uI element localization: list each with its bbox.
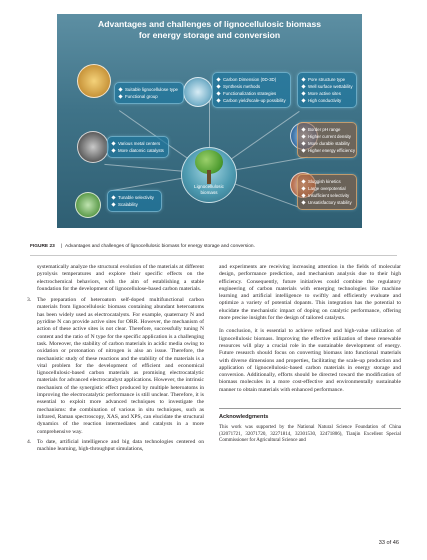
paragraph-continuation: and experiments are receiving increasing attention in the fields of molecular design, performance prediction, and mechanism analysis due to their high efficiency. Consequently, future initiatives could combine the regulatory engineering of carbon materials with emerging technologies like machine learning and artificial intelligence to swiftly and efficiently evaluate and optimize a variety of potential dopants. This integration has the potential to elucidate the mechanistic impact of doping on catalytic performance, offering more precise insights for the design of tailored catalysts.: [219, 264, 401, 322]
diamond-bullet-icon: [301, 91, 305, 95]
list-item-4: [27, 439, 204, 454]
diamond-bullet-icon: [118, 87, 122, 91]
diamond-bullet-icon: [216, 84, 220, 88]
diamond-bullet-icon: [216, 91, 220, 95]
box-item: Synthesis methods: [223, 84, 261, 89]
figure-23-image: [57, 14, 362, 228]
box-item: Unsatisfactory stability: [308, 200, 352, 205]
box-bottom-right: [297, 174, 357, 210]
paragraph-continuation: systematically analyze the structural evolution of the materials at different pyrolysis temperatures and explore their specific effects on the electrochemical behaviors, with the aim of establishing a stable foundation for the development of lignocellulose-based carbon materials.: [37, 264, 204, 292]
box-item: Insufficient selectivity: [308, 193, 350, 198]
center-label-line-2: biomass: [200, 189, 218, 195]
diamond-bullet-icon: [301, 77, 305, 81]
caption-separator: |: [60, 244, 63, 249]
box-item: Tunable selectivity: [118, 195, 154, 200]
box-mid-right: [297, 122, 357, 158]
diamond-bullet-icon: [301, 148, 305, 152]
box-item: Pore structure type: [308, 77, 346, 82]
box-item: Sluggish kinetics: [308, 179, 341, 184]
diamond-bullet-icon: [216, 77, 220, 81]
list-item-text: To date, artificial intelligence and big data technologies centered on machine learning, high-throughput simulations,: [37, 438, 204, 453]
caption-divider: [30, 255, 397, 256]
page-number: 33 of 46: [378, 540, 399, 546]
box-top-center: [212, 72, 291, 108]
figure-title: [57, 19, 362, 41]
figure-title-line-1: Advantages and challenges of lignocellulosic biomass: [97, 19, 322, 29]
metal-center-image: [77, 131, 109, 163]
acknowledgments-divider: [219, 408, 401, 409]
diamond-bullet-icon: [216, 98, 220, 102]
carbon-structure-image: [183, 77, 213, 107]
left-column: [27, 264, 204, 456]
diamond-bullet-icon: [111, 141, 115, 145]
center-label: [181, 184, 237, 195]
diamond-bullet-icon: [301, 141, 305, 145]
diamond-bullet-icon: [301, 127, 305, 131]
diamond-bullet-icon: [301, 84, 305, 88]
box-item: Carbon Dimension (0D-3D): [223, 77, 277, 82]
box-item: Various metal centers: [118, 141, 161, 146]
caption-text: Advantages and challenges of lignocellulosic biomass for energy storage and conversion.: [65, 244, 255, 249]
diamond-bullet-icon: [111, 195, 115, 199]
box-item: Higher energy efficiency: [308, 148, 356, 153]
box-item: Carbon yield/scale-up possibility: [223, 98, 286, 103]
box-mid-left: [107, 136, 169, 158]
lignocellulose-sample-image: [77, 64, 111, 98]
diamond-bullet-icon: [111, 148, 115, 152]
diamond-bullet-icon: [301, 134, 305, 138]
box-top-right: [297, 72, 357, 108]
diamond-bullet-icon: [118, 94, 122, 98]
list-item-text: The preparation of heteroatom self-doped multifunctional carbon materials from lignocellulosic biomass containing abundant heteroatoms has been widely used as electrocatalysts. For example, quaternary N and pyridine N can provide active sites for ORR. However, the mechanism of action of these active sites is not clear. Therefore, successfully tuning N content and the ratio of N type for the specific application is a challenging task. Moreover, the stability of carbon materials in acidic media owing to oxidation or protonation of nitrogen is also an issue. Therefore, the mechanistic study of these reactions and the stability of the materials is a vital problem for the development of efficient and economical lignocellulosic-based carbon materials as promising electrocatalytic materials for advanced electrocatalyst applications. However, the intrinsic mechanism of the synergistic effect produced by multiple heteroatoms in improving the electrocatalytic performance is still unclear. Therefore, it is essential to exploit more advanced techniques to investigate the mechanisms: the combination of various in situ techniques, such as infrared, Raman spectroscopy, XAS, and XPS, can elucidate the structural dynamics of the reaction intermediates and catalysts in a more comprehensive way.: [37, 297, 204, 435]
list-item-3: [27, 297, 204, 436]
diamond-bullet-icon: [301, 193, 305, 197]
box-item: Functionalization strategies: [223, 91, 277, 96]
box-item: Large overpotential: [308, 186, 346, 191]
box-item: More diatomic catalysts: [118, 148, 164, 153]
diamond-bullet-icon: [301, 179, 305, 183]
figure-number: FIGURE 23: [30, 244, 55, 249]
selectivity-image: [75, 192, 101, 218]
tree-trunk-icon: [207, 170, 211, 184]
diamond-bullet-icon: [301, 200, 305, 204]
box-item: Border pH range: [308, 127, 341, 132]
box-item: More active sites: [308, 91, 341, 96]
box-top-left: [114, 82, 184, 104]
list-number: 3.: [27, 297, 32, 304]
right-column: [219, 264, 401, 445]
figure-caption: [30, 244, 410, 249]
list-number: 4.: [27, 438, 32, 445]
figure-title-line-2: for energy storage and conversion: [138, 30, 281, 40]
conclusion-paragraph: In conclusion, it is essential to achieve refined and high-value utilization of lignocellulosic biomass. Improving the effective utilization of these renewable resources will play a crucial role in the sustainable development of energy. Future research should focus on converting biomass into functional materials with diverse dimensions and properties, facilitating the scale-up production and application of lignocellulosic-based carbon materials in energy storage and conversion. Additionally, efforts should be directed toward the modification of biomass molecules in a more cost-effective and environmentally sustainable manner to obtain materials with enhanced performance.: [219, 328, 401, 393]
box-bottom-left: [107, 190, 162, 212]
center-label-line-1: Lignocellulosic: [194, 184, 224, 189]
box-item: Higher current density: [308, 134, 351, 139]
box-item: Functional group: [125, 94, 158, 99]
box-item: Well surface wettability: [308, 84, 353, 89]
acknowledgments-heading: Acknowledgments: [219, 414, 269, 421]
box-item: High conductivity: [308, 98, 342, 103]
diamond-bullet-icon: [111, 202, 115, 206]
box-item: Scalability: [118, 202, 138, 207]
diamond-bullet-icon: [301, 186, 305, 190]
box-item: More durable stability: [308, 141, 350, 146]
box-item: Suitable lignocellulose type: [125, 87, 178, 92]
acknowledgments-text: This work was supported by the National Natural Science Foundation of China (32071721, 32071720, 32271814, 32301530, 32471806), Tianjin Excellent Special Commissioner for Agricultural Science and: [219, 425, 401, 444]
diamond-bullet-icon: [301, 98, 305, 102]
